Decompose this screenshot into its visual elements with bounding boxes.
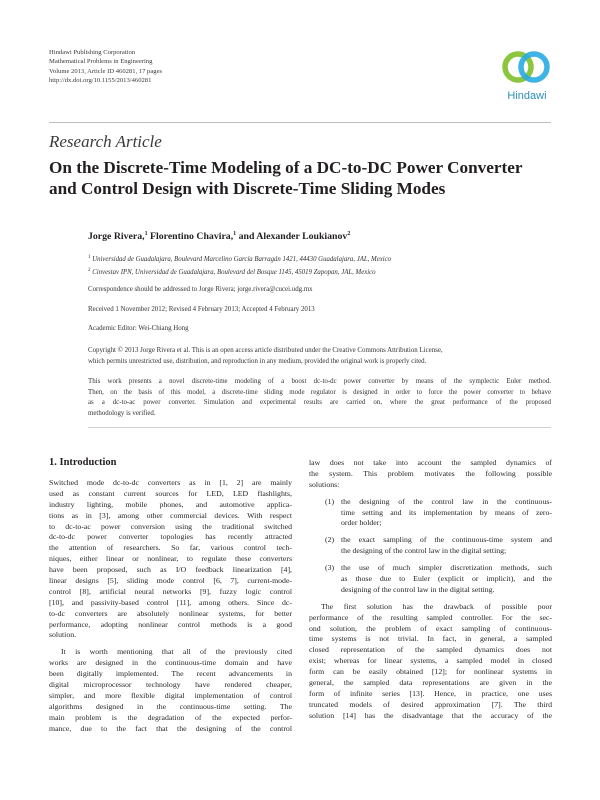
body-line: tions as in [3], among other commercial devices. With respect [49, 510, 292, 520]
body-line: performance of the resulting sampled controller. For the sec- [309, 612, 552, 622]
author-name: Jorge Rivera, [88, 231, 145, 242]
body-line: form can be easily obtained [12]; for nonlinear systems in [309, 667, 552, 677]
list-number: (3) [325, 563, 335, 573]
body-line: dc-to-dc power converter topologies has recently attracted [49, 532, 292, 542]
list-item: (1) the designing of the control law in the continuous- time setting and its implementation by means of zero- order holder; [325, 496, 552, 528]
body-line: the system. This problem motivates the following possible [309, 468, 552, 478]
abstract-divider [88, 427, 551, 428]
body-line: been digitally implemented. The recent advancements in [49, 669, 292, 679]
body-line: main problem is the degradation of the expected perfor- [49, 712, 292, 722]
body-line: the attention of researchers. So far, various control tech- [49, 543, 292, 553]
list-number: (2) [325, 535, 335, 545]
journal-name: Mathematical Problems in Engineering [49, 58, 153, 66]
hindawi-rings-icon [497, 44, 555, 90]
logo-wordmark: Hindawi [507, 90, 547, 102]
body-line: form of infinite series [13]. Hence, in practice, one uses [309, 688, 552, 698]
body-line: works are designed in the continuous-time domain and have [49, 658, 292, 668]
body-line: truncated models of desired approximation [7]. The third [309, 699, 552, 709]
doi-link[interactable]: http://dx.doi.org/10.1155/2013/460281 [49, 77, 152, 85]
list-number: (1) [325, 496, 335, 506]
abstract [88, 377, 551, 419]
author-affil-mark: 1 [233, 231, 237, 237]
body-line: closed representation of the sampled dynamics does not [309, 645, 552, 655]
title-line: On the Discrete-Time Modeling of a DC-to-DC Power Converter [49, 158, 523, 177]
body-line: digital microprocessor technology have rendered cheaper, [49, 680, 292, 690]
abstract-line: methodology is verified. [88, 409, 156, 417]
abstract-line: Then, on the basis of this model, a discrete-time sliding mode regulator is designed in order to force the power converter to behave [88, 388, 551, 396]
body-line: control [8], artificial neural networks [9], fuzzy logic control [49, 586, 292, 596]
body-line: law does not take into account the sampled dynamics of [309, 458, 552, 467]
body-line: general, the sampled data representations are given in the [309, 678, 552, 688]
body-line: used as constant current sources for LED, LED flashlights, [49, 488, 292, 498]
journal-header [49, 48, 162, 86]
body-line: industry lighting, mobile phones, and automotive applica- [49, 499, 292, 509]
volume-info: Volume 2013, Article ID 460281, 17 pages [49, 67, 163, 75]
abstract-line: as a dc-to-ac power converter. Simulation and experimental results are carried on, where the great performance of the proposed [88, 399, 551, 407]
article-type: Research Article [49, 132, 162, 151]
abstract-line: This work presents a novel discrete-time modeling of a boost dc-to-dc power converter by means of the symplectic Euler method. [88, 378, 551, 385]
copyright-notice [88, 346, 551, 367]
title-line: and Control Design with Discrete-Time Sliding Modes [49, 179, 446, 198]
body-line: solutions: [309, 479, 340, 489]
body-line: solution [14] has the disadvantage that the accuracy of the [309, 710, 552, 720]
author-affil-mark: 2 [347, 231, 351, 237]
section-heading: 1. Introduction [49, 457, 117, 468]
correspondence: Correspondence should be addressed to Jorge Rivera; jorge.rivera@cucei.udg.mx [88, 286, 313, 293]
body-line: algorithms designed in the continuous-time setting. The [49, 701, 292, 711]
affiliation: $^2$ Cinvestav IPN, Universidad de Guadalajara, Boulevard del Bosque 1145, 45019 Zapopan, JAL, Mexico [88, 268, 376, 276]
body-line: to dc-to-ac power conversion using the traditional switched [49, 521, 292, 531]
body-line: performance, adopting nonlinear control methods is a good [49, 619, 292, 629]
paper-title [49, 157, 569, 199]
body-line: have been proposed, such as I/O feedback linearization [4], [49, 565, 292, 575]
author-name: Florentino Chavira, [150, 231, 234, 242]
body-column-right [309, 458, 552, 722]
affiliations [88, 252, 391, 278]
body-line: mance, due to the fact that the designing of the control [49, 723, 292, 733]
author-name: and Alexander Loukianov [238, 231, 348, 242]
copyright-line: which permits unrestricted use, distribution, and reproduction in any medium, provided the original work is properly cited. [88, 357, 427, 365]
hindawi-logo [497, 44, 555, 106]
body-column-left [49, 478, 292, 734]
body-line: solution. [49, 630, 77, 640]
list-item: (2) the exact sampling of the continuous-time system and the designing of the control law in the digital setting; [325, 535, 552, 556]
body-line: to-dc converters are absolutely nonlinear systems, for better [49, 608, 292, 618]
body-line: [10], and passivity-based control [11], among others. Since dc- [49, 597, 292, 607]
body-line: linear designs [5], sliding mode control [6, 7], current-mode- [49, 576, 292, 586]
author-list [88, 231, 350, 242]
body-line: It is worth mentioning that all of the previously cited [61, 647, 292, 657]
author-affil-mark: 1 [144, 231, 148, 237]
header-divider [49, 122, 551, 123]
body-line: exist; whereas for linear systems, a sampled model in closed [309, 656, 552, 666]
body-line: simpler, and more flexible digital implementation of control [49, 690, 292, 700]
list-item: (3) the use of much simpler discretization methods, such as those due to Euler (explicit or implicit), and the designing of the control law in the digital setting. [325, 563, 552, 594]
body-line: Switched mode dc-to-dc converters as in [1, 2] are mainly [49, 478, 292, 487]
body-line: time systems is not trivial. In fact, in general, a sampled [309, 634, 552, 644]
body-line: niques, either linear or nonlinear, to regulate these converters [49, 554, 292, 564]
body-line: ond solution, the problem of exact sampling of continuous- [309, 623, 552, 633]
affiliation: $^1$ Universidad de Guadalajara, Boulevard Marcelino García Barragán 1421, 44430 Guadalajara, JAL, Mexico [88, 255, 392, 263]
copyright-line: Copyright © 2013 Jorge Rivera et al. This is an open access article distributed under the Creative Commons Attribution License, [88, 347, 443, 354]
history-dates: Received 1 November 2012; Revised 4 February 2013; Accepted 4 February 2013 [88, 306, 315, 313]
body-line: The first solution has the drawback of possible poor [321, 601, 552, 611]
academic-editor: Academic Editor: Wei-Chiang Hong [88, 325, 189, 332]
publisher-name: Hindawi Publishing Corporation [49, 49, 136, 56]
